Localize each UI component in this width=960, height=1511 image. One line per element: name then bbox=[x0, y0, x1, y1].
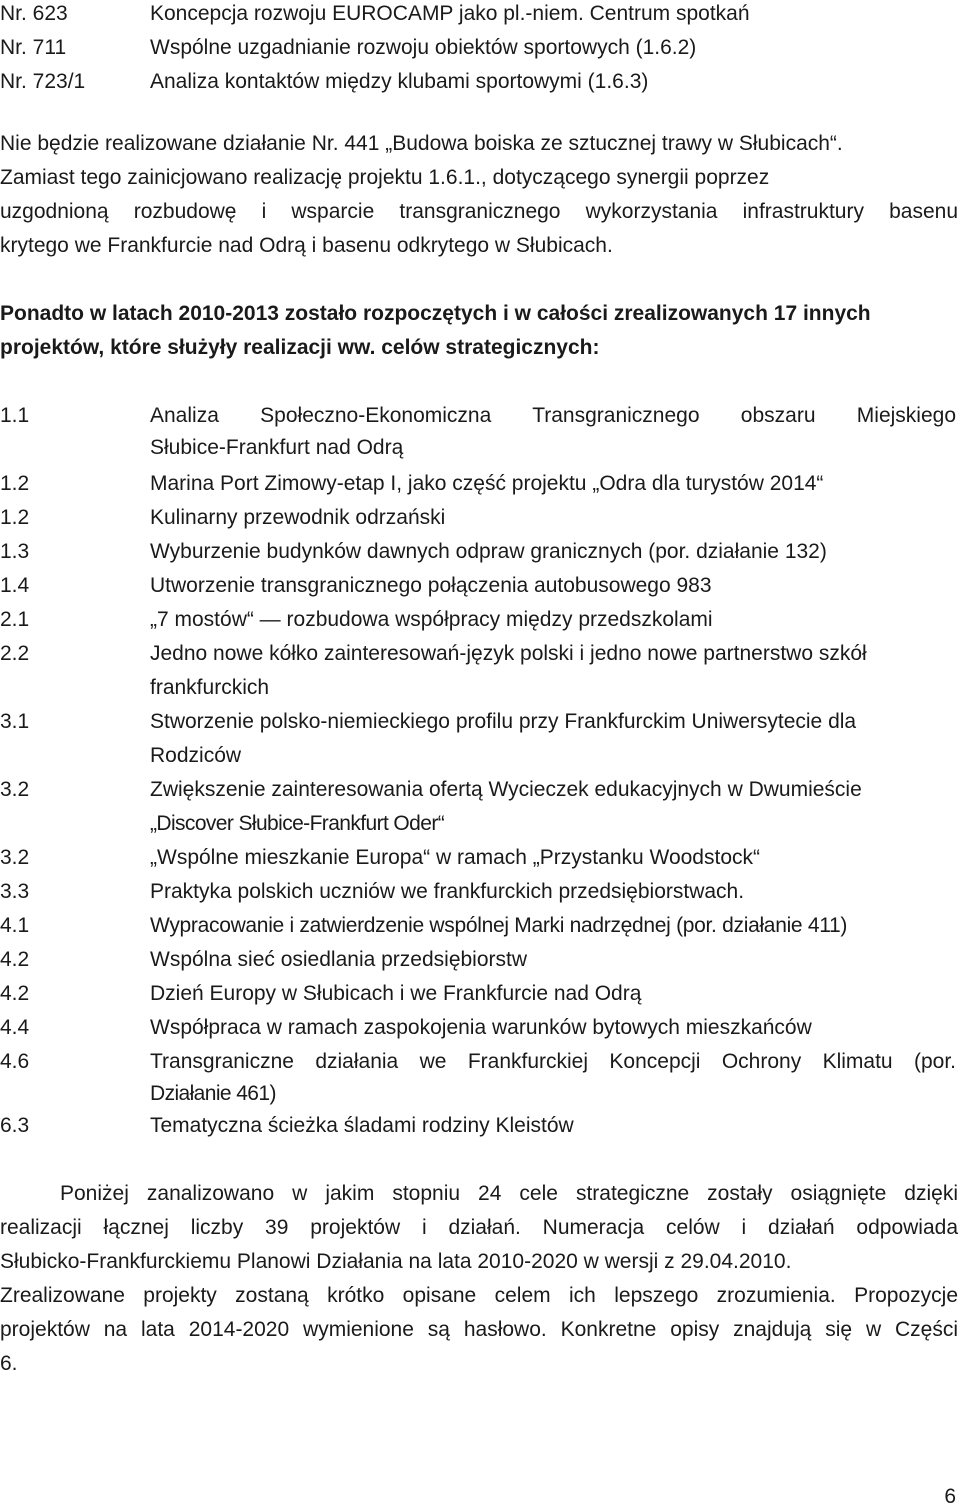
project-title: „Wspólne mieszkanie Europa“ w ramach „Przystanku Woodstock“ bbox=[150, 846, 760, 869]
project-title-cont: frankfurckich bbox=[150, 676, 270, 699]
project-title: Tematyczna ścieżka śladami rodziny Kleistów bbox=[150, 1114, 574, 1137]
note-line: Nie będzie realizowane działanie Nr. 441 „Budowa boiska ze sztucznej trawy w Słubicach“. bbox=[0, 132, 843, 155]
project-title: Jedno nowe kółko zainteresowań-język polski i jedno nowe partnerstwo szkół bbox=[150, 642, 867, 665]
project-title: Analiza Społeczno-Ekonomiczna Transgranicznego obszaru Miejskiego bbox=[150, 404, 956, 427]
project-title: Transgraniczne działania we Frankfurckiej Koncepcji Ochrony Klimatu (por. bbox=[150, 1050, 956, 1073]
note-line: Zamiast tego zainicjowano realizację projektu 1.6.1., dotyczącego synergii poprzez bbox=[0, 166, 770, 189]
project-number: 3.3 bbox=[0, 880, 30, 903]
nr-title: Analiza kontaktów między klubami sportowymi (1.6.3) bbox=[150, 70, 649, 93]
project-number: 2.2 bbox=[0, 642, 30, 665]
project-title: Wypracowanie i zatwierdzenie wspólnej Marki nadrzędnej (por. działanie 411) bbox=[150, 914, 848, 937]
project-title-cont: Działanie 461) bbox=[150, 1082, 276, 1105]
project-title-cont: Rodziców bbox=[150, 744, 242, 767]
project-number: 1.1 bbox=[0, 404, 30, 427]
final-line: Poniżej zanalizowano w jakim stopniu 24 cele strategiczne zostały osiągnięte dzięki bbox=[60, 1182, 958, 1205]
project-title: Wspólna sieć osiedlania przedsiębiorstw bbox=[150, 948, 528, 971]
project-title: Wyburzenie budynków dawnych odpraw granicznych (por. działanie 132) bbox=[150, 540, 827, 563]
project-title-cont: Słubice-Frankfurt nad Odrą bbox=[150, 436, 404, 459]
final-line: Zrealizowane projekty zostaną krótko opisane celem ich lepszego zrozumienia. Propozycje bbox=[0, 1284, 958, 1307]
final-line: projektów na lata 2014-2020 wymienione są hasłowo. Konkretne opisy znajdują się w Części bbox=[0, 1318, 958, 1341]
project-number: 4.1 bbox=[0, 914, 30, 937]
nr-title: Koncepcja rozwoju EUROCAMP jako pl.-niem. Centrum spotkań bbox=[150, 2, 750, 25]
project-number: 1.2 bbox=[0, 506, 30, 529]
page-number: 6 bbox=[944, 1485, 956, 1508]
project-title: „7 mostów“ — rozbudowa współpracy między przedszkolami bbox=[150, 608, 713, 631]
project-number: 4.2 bbox=[0, 948, 30, 971]
nr-number: Nr. 623 bbox=[0, 2, 68, 25]
project-title: Kulinarny przewodnik odrzański bbox=[150, 506, 446, 529]
project-number: 6.3 bbox=[0, 1114, 30, 1137]
project-number: 3.2 bbox=[0, 846, 30, 869]
note-line: krytego we Frankfurcie nad Odrą i basenu odkrytego w Słubicach. bbox=[0, 234, 613, 257]
final-line: Słubicko-Frankfurckiemu Planowi Działania na lata 2010-2020 w wersji z 29.04.2010. bbox=[0, 1250, 792, 1273]
final-line: realizacji łącznej liczby 39 projektów i działań. Numeracja celów i działań odpowiada bbox=[0, 1216, 958, 1239]
project-title: Marina Port Zimowy-etap I, jako część projektu „Odra dla turystów 2014“ bbox=[150, 472, 824, 495]
project-number: 1.4 bbox=[0, 574, 30, 597]
project-title: Zwiększenie zainteresowania ofertą Wycieczek edukacyjnych w Dwumieście bbox=[150, 778, 862, 801]
project-number: 4.4 bbox=[0, 1016, 30, 1039]
project-number: 1.3 bbox=[0, 540, 30, 563]
project-title: Dzień Europy w Słubicach i we Frankfurcie nad Odrą bbox=[150, 982, 642, 1005]
project-title-cont: „Discover Słubice-Frankfurt Oder“ bbox=[150, 812, 445, 835]
final-line: 6. bbox=[0, 1352, 18, 1375]
project-number: 3.1 bbox=[0, 710, 30, 733]
project-title: Utworzenie transgranicznego połączenia autobusowego 983 bbox=[150, 574, 712, 597]
project-number: 2.1 bbox=[0, 608, 30, 631]
project-title: Stworzenie polsko-niemieckiego profilu przy Frankfurckim Uniwersytecie dla bbox=[150, 710, 857, 733]
project-number: 1.2 bbox=[0, 472, 30, 495]
nr-title: Wspólne uzgadnianie rozwoju obiektów sportowych (1.6.2) bbox=[150, 36, 697, 59]
project-number: 3.2 bbox=[0, 778, 30, 801]
nr-number: Nr. 711 bbox=[0, 36, 67, 59]
project-number: 4.2 bbox=[0, 982, 30, 1005]
summary-bold-line: projektów, które służyły realizacji ww. celów strategicznych: bbox=[0, 336, 600, 359]
project-title: Praktyka polskich uczniów we frankfurckich przedsiębiorstwach. bbox=[150, 880, 745, 903]
project-number: 4.6 bbox=[0, 1050, 30, 1073]
nr-number: Nr. 723/1 bbox=[0, 70, 86, 93]
summary-bold-line: Ponadto w latach 2010-2013 zostało rozpoczętych i w całości zrealizowanych 17 innych bbox=[0, 302, 871, 325]
project-title: Współpraca w ramach zaspokojenia warunków bytowych mieszkańców bbox=[150, 1016, 812, 1039]
note-line: uzgodnioną rozbudowę i wsparcie transgranicznego wykorzystania infrastruktury basenu bbox=[0, 200, 958, 223]
